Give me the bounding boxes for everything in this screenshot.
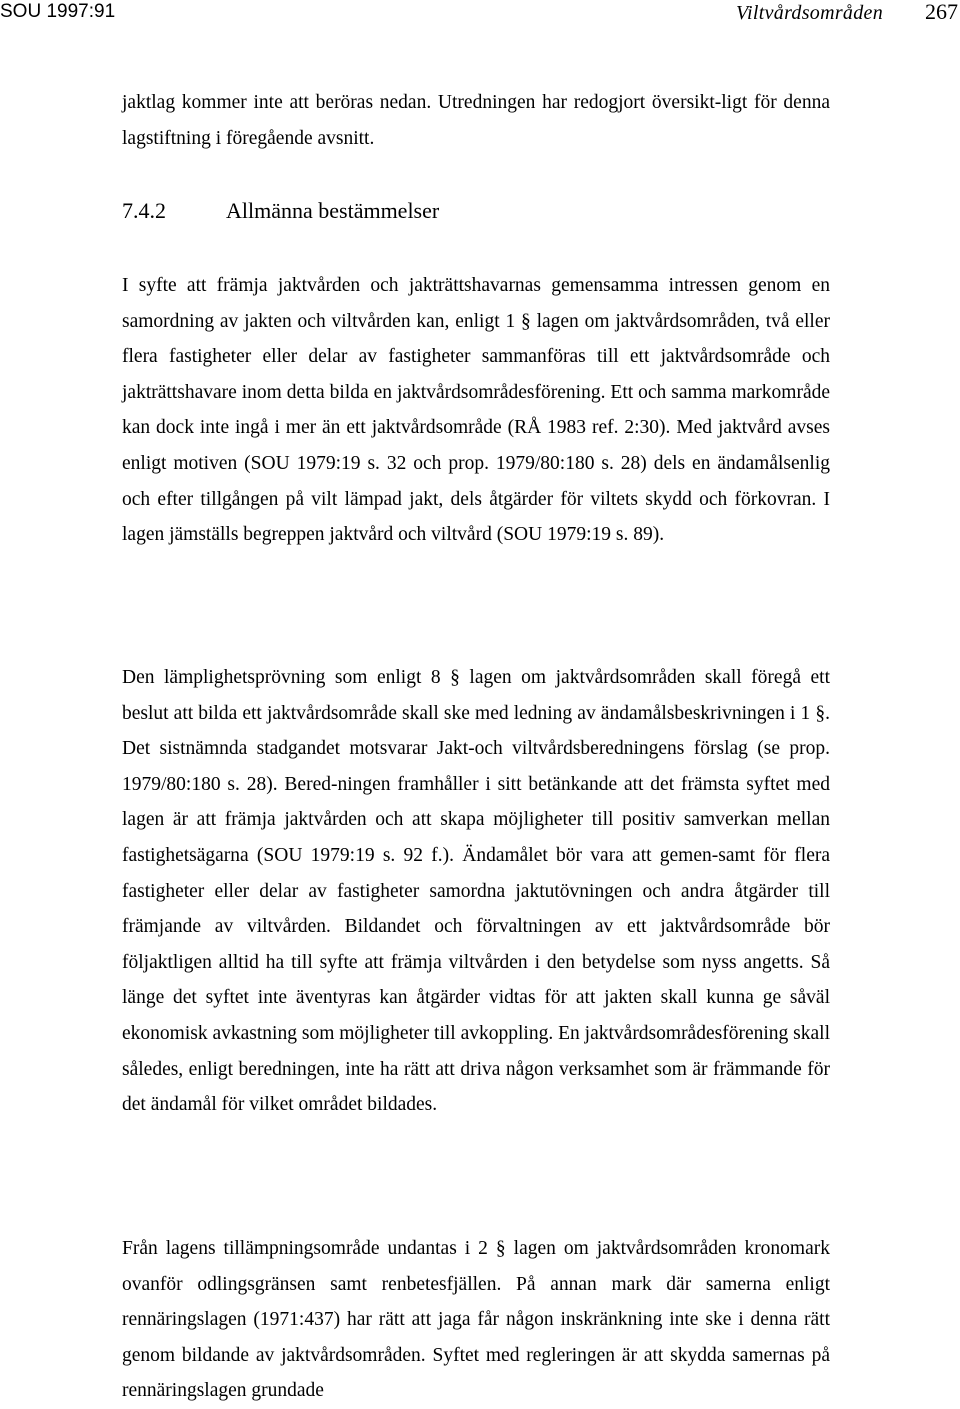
page-number: 267 <box>925 0 958 24</box>
section-heading <box>122 196 439 226</box>
section-title: Allmänna bestämmelser <box>226 198 440 223</box>
intro-paragraph: jaktlag kommer inte att beröras nedan. Utredningen har redogjort översikt-ligt för denna lagstiftning i föregående avsnitt. <box>122 92 830 149</box>
running-title: Viltvårdsområden <box>736 2 884 24</box>
body-paragraph-1: I syfte att främja jaktvården och jakträttshavarnas gemensamma intressen genom en samordning av jakten och viltvården kan, enligt 1 § lagen om jaktvårdsområden, två eller flera fastigheter eller delar av fastigheter sammanföras till ett jaktvårdsområde och jakträttshavare inom detta bilda en jaktvårdsområdesförening. Ett och samma markområde kan dock inte ingå i mer än ett jaktvårdsområde (RÅ 1983 ref. 2:30). Med jaktvård avses enligt motiven (SOU 1979:19 s. 32 och prop. 1979/80:180 s. 28) dels en ändamålsenlig och efter tillgången på vilt lämpad jakt, dels åtgärder för viltets skydd och förkovran. I lagen jämställs begreppen jaktvård och viltvård (SOU 1979:19 s. 89). <box>122 275 830 546</box>
page-header <box>0 0 960 30</box>
document-reference: SOU 1997:91 <box>0 1 116 22</box>
body-paragraph-2: Den lämplighetsprövning som enligt 8 § lagen om jaktvårdsområden skall föregå ett beslut att bilda ett jaktvårdsområde skall ske med ledning av ändamålsbeskrivningen i 1 §. Det sistnämnda stadgandet motsvarar Jakt-och viltvårdsberedningens förslag (se prop. 1979/80:180 s. 28). Bered-ningen framhåller i sitt betänkande att det främsta syftet med lagen är att främja jaktvården och att skapa möjligheter till positiv samverkan mellan fastighetsägarna (SOU 1979:19 s. 92 f.). Ändamålet bör vara att gemen-samt för flera fastigheter eller delar av fastigheter samordna jaktutövningen och andra åtgärder till främjande av viltvården. Bildandet och förvaltningen av ett jaktvårdsområde bör följaktligen alltid ha till syfte att främja viltvården i den betydelse som nyss angetts. Så länge det syftet inte äventyras kan åtgärder vidtas för att jakten skall kunna ge såväl ekonomisk avkastning som möjligheter till avkoppling. En jaktvårdsområdesförening skall således, enligt beredningen, inte ha rätt att driva någon verksamhet som är främmande för det ändamål för vilket området bildades. <box>122 667 830 1116</box>
section-number: 7.4.2 <box>122 198 166 223</box>
body-paragraph-3: Från lagens tillämpningsområde undantas i 2 § lagen om jaktvårdsområden kronomark ovanför odlingsgränsen samt renbetesfjällen. På annan mark där samerna enligt rennäringslagen (1971:437) har rätt att jaga får någon inskränkning inte ske i denna rätt genom bildande av jaktvårdsområden. Syftet med regleringen är att skydda samernas på rennäringslagen grundade <box>122 1238 830 1402</box>
